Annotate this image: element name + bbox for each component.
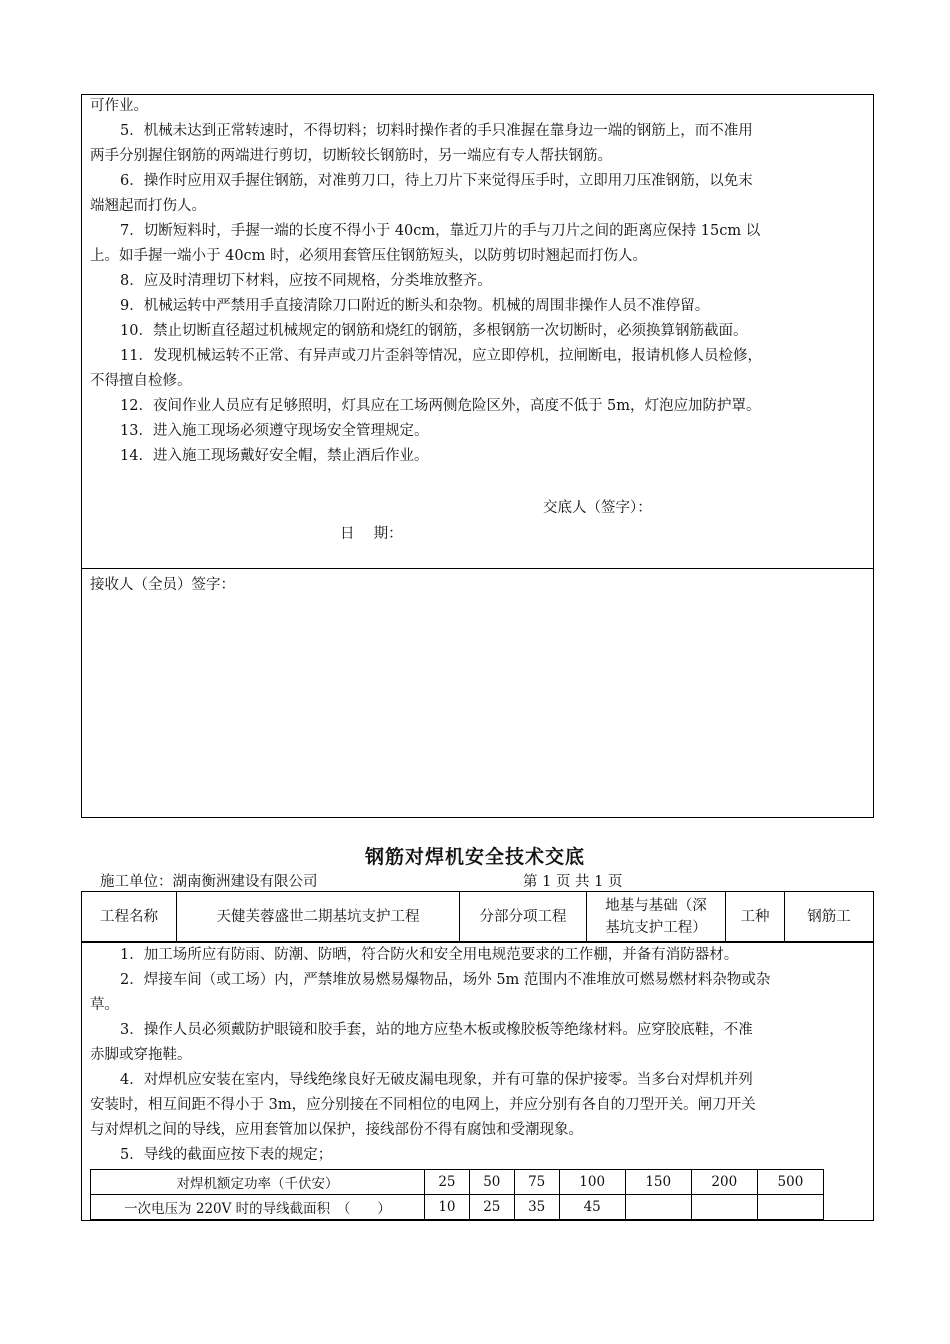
power-row-label: 对焊机额定功率（千伏安）	[91, 1170, 425, 1195]
power-cell: 75	[514, 1170, 559, 1195]
body-line: 赤脚或穿拖鞋。	[90, 1047, 192, 1063]
body-line: 与对焊机之间的导线，应用套管加以保护，接线部份不得有腐蚀和受潮现象。	[90, 1122, 583, 1138]
power-cell: 100	[559, 1170, 625, 1195]
subproject-line: 地基与基础（深	[605, 898, 707, 914]
section-cell	[625, 1195, 691, 1220]
table-row	[91, 1170, 824, 1195]
top-line: 上。如手握一端小于 40cm 时，必须用套管压住钢筋短头，以防剪切时翘起而打伤人。	[90, 248, 648, 264]
project-name-label: 工程名称	[82, 892, 177, 943]
top-line: 不得擅自检修。	[90, 373, 192, 389]
body-line: 2．焊接车间（或工场）内，严禁堆放易燃易爆物品，场外 5m 范围内不准堆放可燃易燃材料杂物或杂	[120, 972, 771, 988]
power-cell: 150	[625, 1170, 691, 1195]
receiver-label: 接收人（全员）签字：	[90, 577, 235, 593]
subproject-line: 基坑支护工程）	[605, 920, 707, 936]
section-cell: 45	[559, 1195, 625, 1220]
top-line: 13．进入施工现场必须遵守现场安全管理规定。	[120, 423, 429, 439]
signer-label: 交底人（签字）：	[543, 500, 652, 516]
top-line: 5．机械未达到正常转速时，不得切料；切料时操作者的手只准握在靠身边一端的钢筋上，而不准用	[120, 123, 753, 139]
table-row	[91, 1195, 824, 1220]
date-label: 日 期：	[340, 526, 403, 542]
section-cell: 10	[425, 1195, 470, 1220]
project-info-table	[81, 891, 874, 943]
power-cell: 500	[757, 1170, 823, 1195]
trade-value: 钢筋工	[785, 892, 874, 943]
body-line: 安装时，相互间距不得小于 3m，应分别接在不同相位的电网上，并应分别有各自的刀型开关。闸刀开关	[90, 1097, 756, 1113]
project-name: 天健芙蓉盛世二期基坑支护工程	[177, 892, 460, 943]
trade-label: 工种	[726, 892, 785, 943]
top-line: 7．切断短料时，手握一端的长度不得小于 40cm，靠近刀片的手与刀片之间的距离应保持 15cm 以	[120, 223, 761, 239]
power-cell: 25	[425, 1170, 470, 1195]
top-line: 12．夜间作业人员应有足够照明，灯具应在工场两侧危险区外，高度不低于 5m，灯泡应加防护罩。	[120, 398, 761, 414]
section-cell: 35	[514, 1195, 559, 1220]
power-cell: 50	[469, 1170, 514, 1195]
body-line: 5．导线的截面应按下表的规定；	[120, 1147, 333, 1163]
section-cell	[691, 1195, 757, 1220]
top-line: 可作业。	[90, 98, 148, 114]
page-indicator: 第 1 页 共 1 页	[523, 874, 623, 890]
top-line: 14．进入施工现场戴好安全帽，禁止酒后作业。	[120, 448, 429, 464]
power-cell: 200	[691, 1170, 757, 1195]
body-line: 4．对焊机应安装在室内，导线绝缘良好无破皮漏电现象，并有可靠的保护接零。当多台对焊机并列	[120, 1072, 753, 1088]
section-row-label: 一次电压为 220V 时的导线截面积 （ ）	[91, 1195, 425, 1220]
top-line: 端翘起而打伤人。	[90, 198, 206, 214]
top-line: 11．发现机械运转不正常、有异声或刀片歪斜等情况，应立即停机，拉闸断电，报请机修人员检修，	[120, 348, 762, 364]
body-line: 1．加工场所应有防雨、防潮、防晒，符合防火和安全用电规范要求的工作棚，并备有消防器材。	[120, 947, 739, 963]
receiver-box	[81, 568, 874, 818]
top-line: 6．操作时应用双手握住钢筋，对准剪刀口，待上刀片下来觉得压手时，立即用刀压准钢筋，以免末	[120, 173, 753, 189]
construction-unit: 施工单位：湖南衡洲建设有限公司	[100, 874, 318, 890]
subproject-value	[587, 892, 726, 943]
subproject-label: 分部分项工程	[460, 892, 587, 943]
top-line: 10．禁止切断直径超过机械规定的钢筋和烧红的钢筋，多根钢筋一次切断时，必须换算钢筋截面。	[120, 323, 748, 339]
doc-title: 钢筋对焊机安全技术交底	[364, 846, 585, 868]
top-line: 两手分别握住钢筋的两端进行剪切，切断较长钢筋时，另一端应有专人帮扶钢筋。	[90, 148, 612, 164]
body-line: 3．操作人员必须戴防护眼镜和胶手套，站的地方应垫木板或橡胶板等绝缘材料。应穿胶底鞋，不准	[120, 1022, 753, 1038]
body-line: 草。	[90, 997, 119, 1013]
top-line: 8．应及时清理切下材料，应按不同规格，分类堆放整齐。	[120, 273, 492, 289]
section-cell: 25	[469, 1195, 514, 1220]
top-line: 9．机械运转中严禁用手直接清除刀口附近的断头和杂物。机械的周围非操作人员不准停留。	[120, 298, 710, 314]
section-cell	[757, 1195, 823, 1220]
wire-section-table	[90, 1169, 824, 1220]
